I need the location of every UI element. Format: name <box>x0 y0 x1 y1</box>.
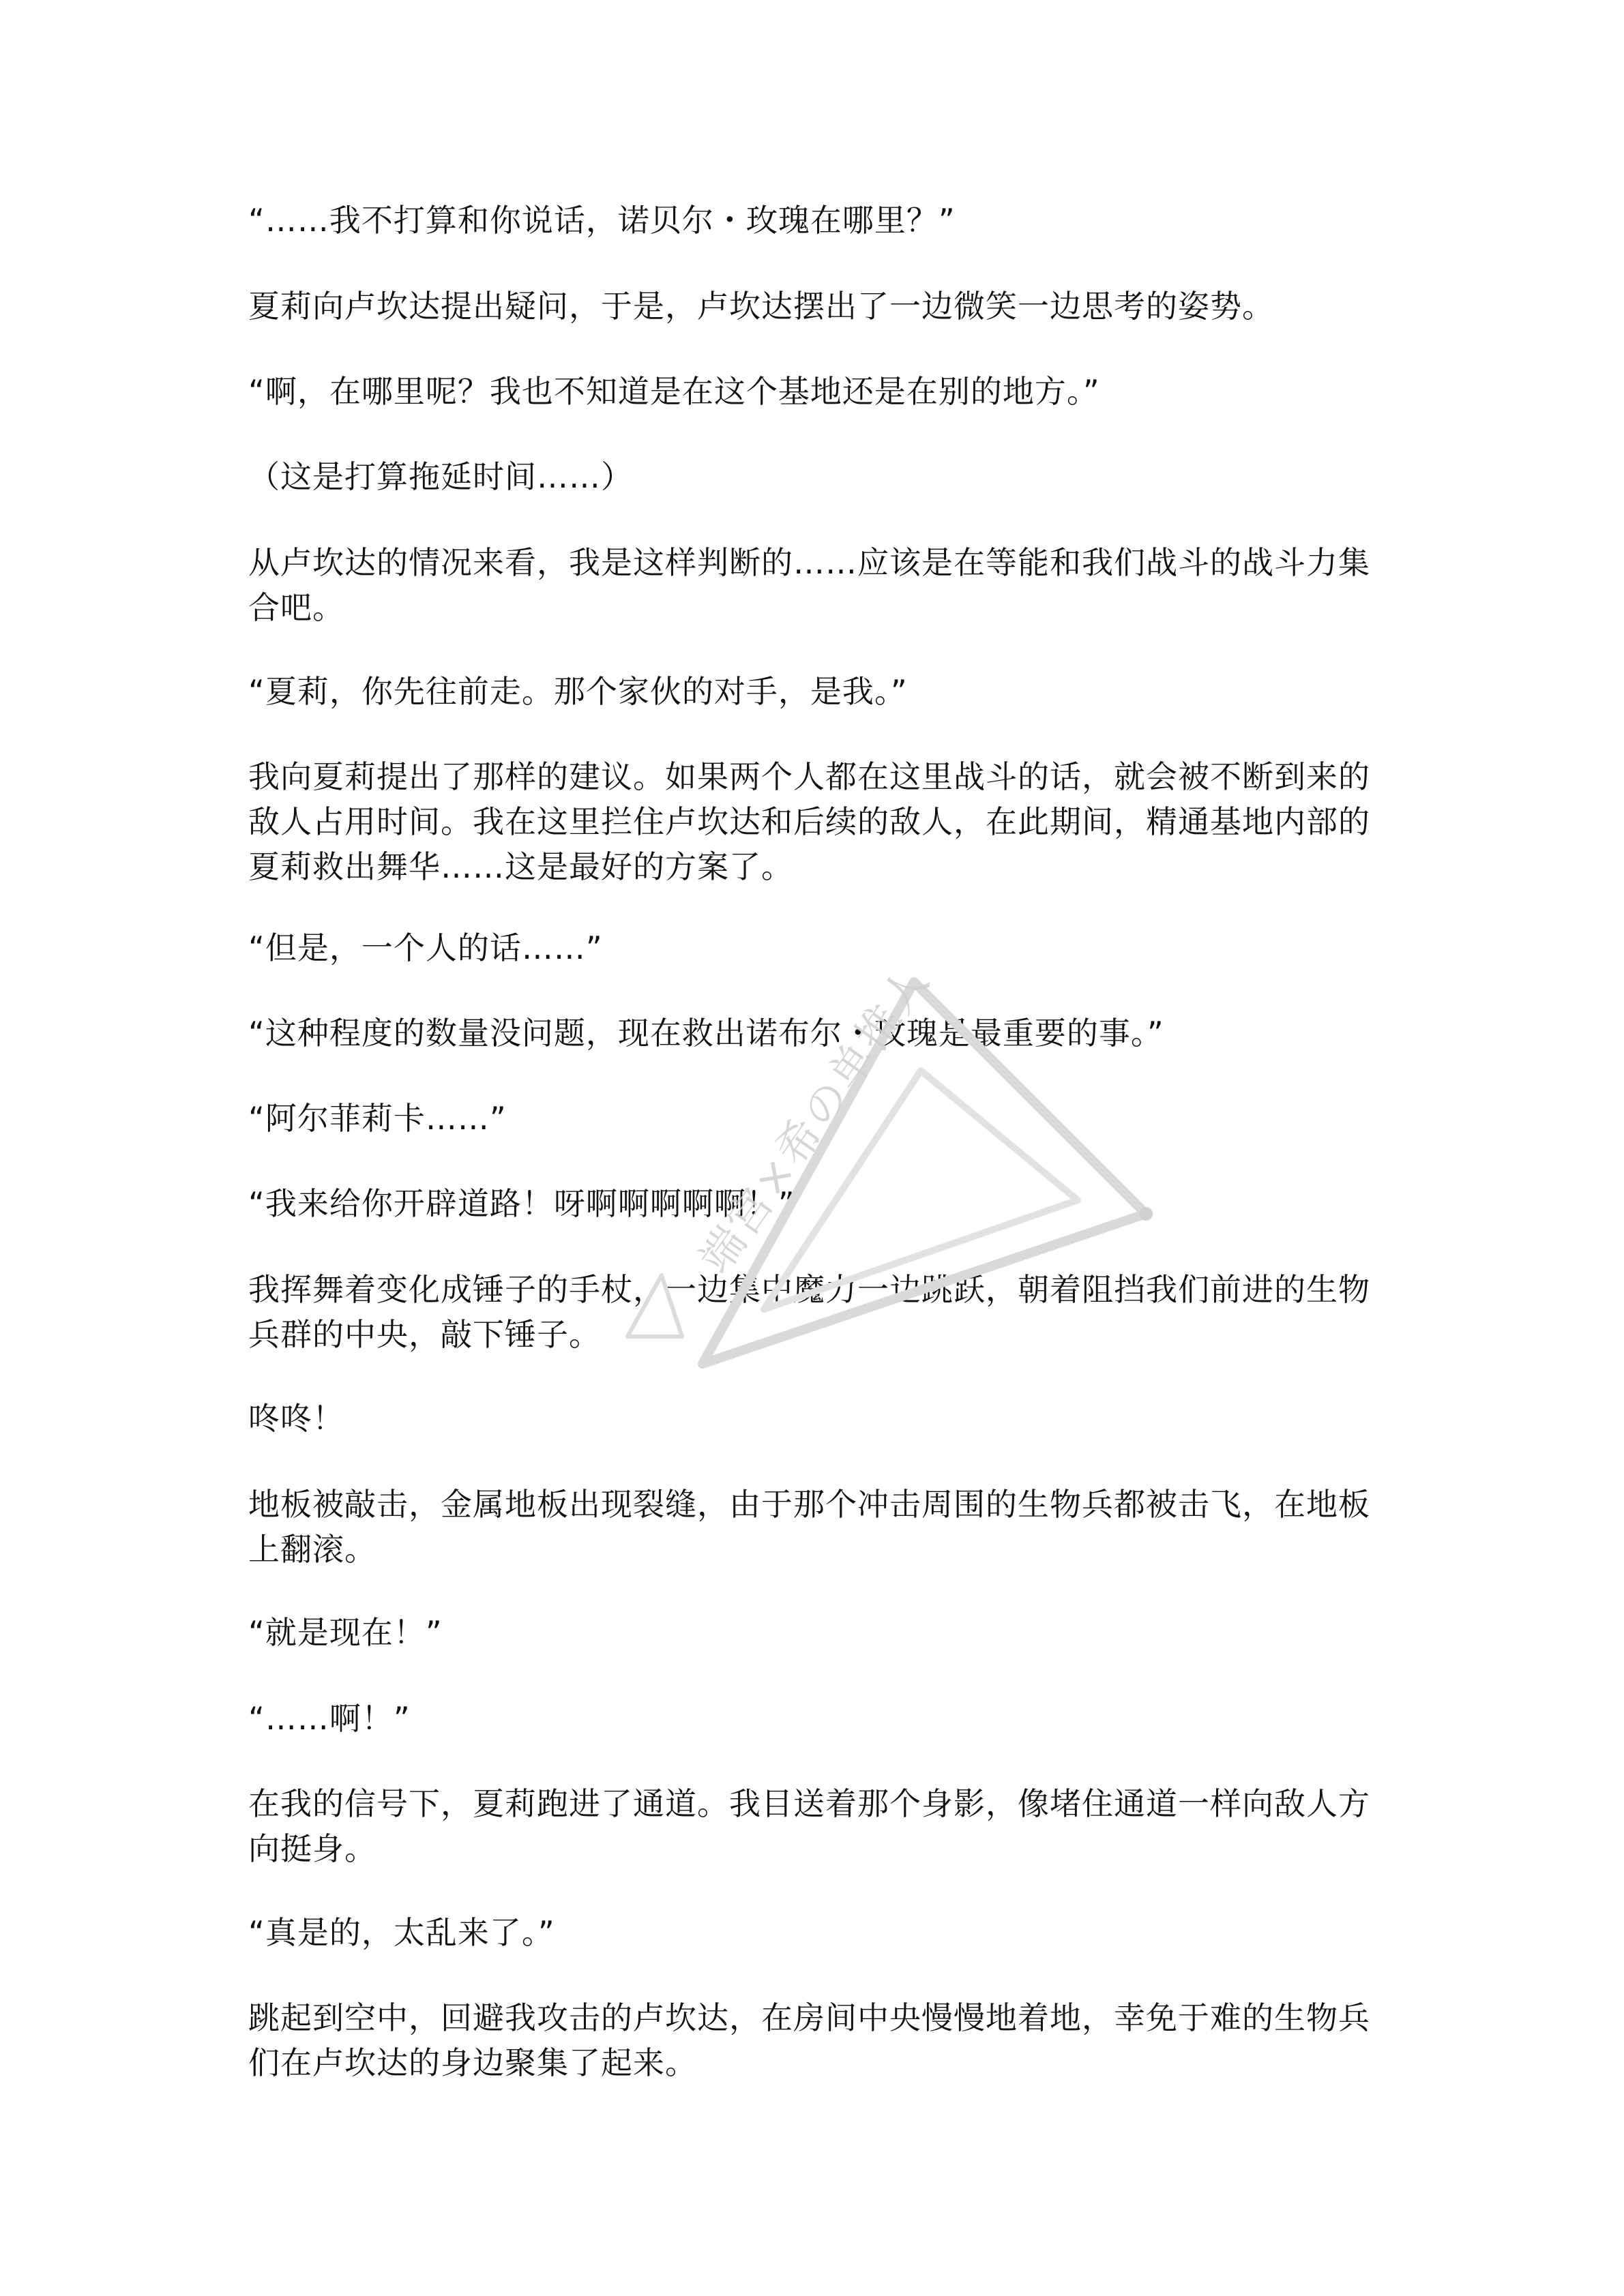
paragraph-1: “……我不打算和你说话，诺贝尔・玫瑰在哪里？” <box>248 202 956 239</box>
paragraph-7: 我向夏莉提出了那样的建议。如果两个人都在这里战斗的话，就会被不断到来的敌人占用时间。我在这里拦住卢坎达和后续的敌人，在此期间，精通基地内部的夏莉救出舞华……这是最好的方案了。 <box>248 758 1370 885</box>
paragraph-15: “就是现在！” <box>248 1614 443 1651</box>
watermark-text: 端宫×希の单推人 <box>690 955 941 1283</box>
paragraph-2: 夏莉向卢坎达提出疑问，于是，卢坎达摆出了一边微笑一边思考的姿势。 <box>248 288 1274 325</box>
paragraph-12: 我挥舞着变化成锤子的手杖，一边集中魔力一边跳跃，朝着阻挡我们前进的生物兵群的中央，敲下锤子。 <box>248 1271 1370 1353</box>
paragraph-10: “阿尔菲莉卡……” <box>248 1100 507 1137</box>
paragraph-4: （这是打算拖延时间……） <box>248 458 633 495</box>
paragraph-17: 在我的信号下，夏莉跑进了通道。我目送着那个身影，像堵住通道一样向敌人方向挺身。 <box>248 1785 1370 1867</box>
paragraph-11: “我来给你开辟道路！呀啊啊啊啊啊！” <box>248 1185 795 1222</box>
paragraph-18: “真是的，太乱来了。” <box>248 1914 555 1951</box>
paragraph-8: “但是，一个人的话……” <box>248 929 603 966</box>
paragraph-16: “……啊！” <box>248 1700 411 1737</box>
paragraph-6: “夏莉，你先往前走。那个家伙的对手，是我。” <box>248 673 908 710</box>
paragraph-5: 从卢坎达的情况来看，我是这样判断的……应该是在等能和我们战斗的战斗力集合吧。 <box>248 544 1370 626</box>
paragraph-19: 跳起到空中，回避我攻击的卢坎达，在房间中央慢慢地着地，幸免于难的生物兵们在卢坎达的身边聚集了起来。 <box>248 1999 1370 2081</box>
paragraph-3: “啊，在哪里呢？我也不知道是在这个基地还是在别的地方。” <box>248 373 1100 410</box>
paragraph-14: 地板被敲击，金属地板出现裂缝，由于那个冲击周围的生物兵都被击飞，在地板上翻滚。 <box>248 1486 1370 1568</box>
paragraph-13: 咚咚！ <box>248 1400 344 1437</box>
paragraph-9: “这种程度的数量没问题，现在救出诺布尔・玫瑰是最重要的事。” <box>248 1015 1164 1052</box>
